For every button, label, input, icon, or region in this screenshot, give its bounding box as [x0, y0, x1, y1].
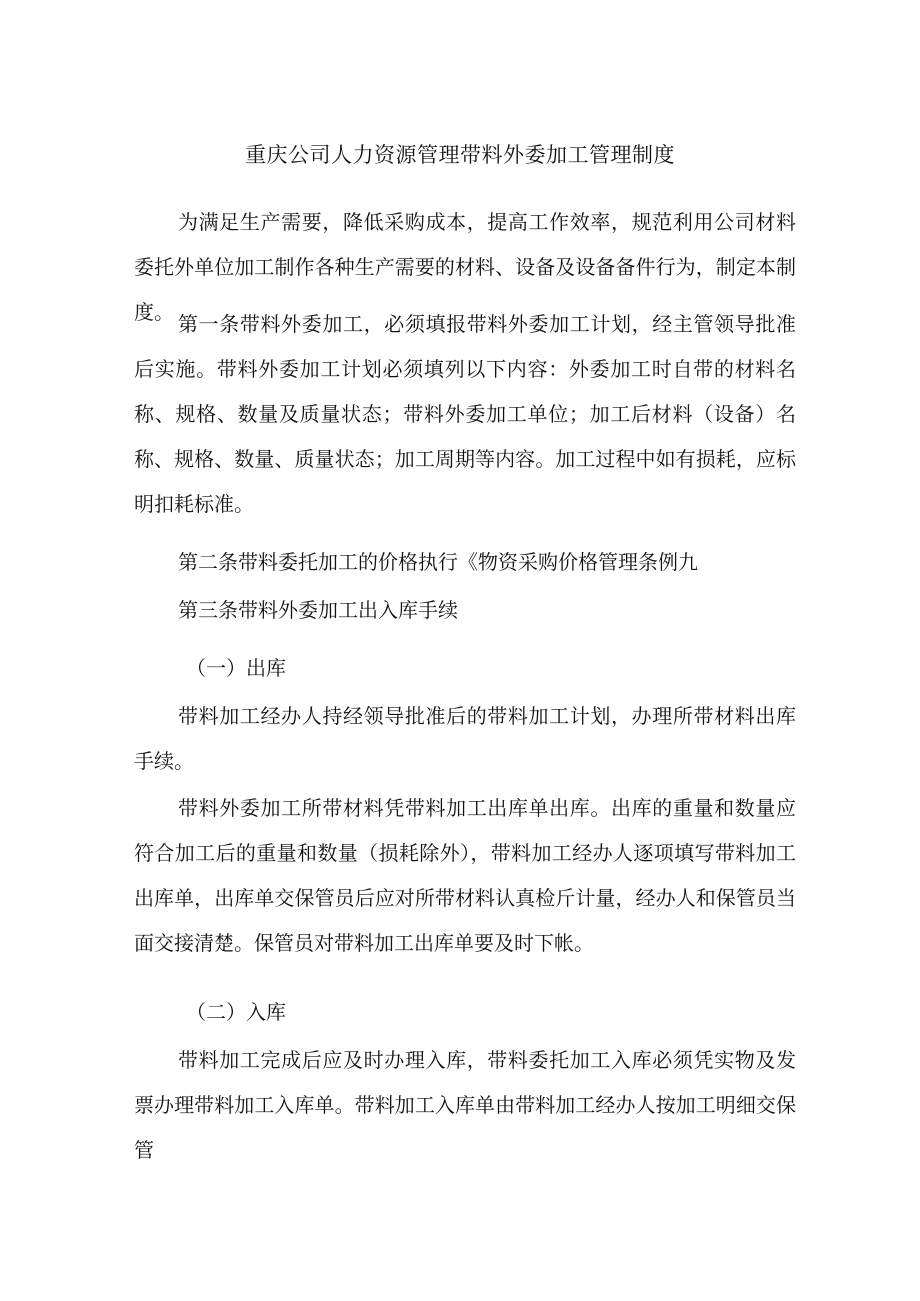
document-title: 重庆公司人力资源管理带料外委加工管理制度	[245, 143, 675, 167]
paragraph-outbound-1: 带料加工经办人持经领导批准后的带料加工计划，办理所带材料出库手续。	[134, 704, 796, 773]
paragraph-article-1: 第一条带料外委加工，必须填报带料外委加工计划，经主管领导批准后实施。带料外委加工计划必须填列以下内容：外委加工时自带的材料名称、规格、数量及质量状态；带料外委加工单位；加工后材料（设备）名称、规格、数量、质量状态；加工周期等内容。加工过程中如有损耗，应标明扣耗标准。	[134, 312, 796, 516]
paragraph-outbound-2: 带料外委加工所带材料凭带料加工出库单出库。出库的重量和数量应符合加工后的重量和数量（损耗除外），带料加工经办人逐项填写带料加工出库单，出库单交保管员后应对所带材料认真检斤计量，经办人和保管员当面交接清楚。保管员对带料加工出库单要及时下帐。	[134, 796, 796, 955]
paragraph-inbound-1: 带料加工完成后应及时办理入库，带料委托加工入库必须凭实物及发票办理带料加工入库单。带料加工入库单由带料加工经办人按加工明细交保管	[134, 1048, 796, 1162]
paragraph-article-2: 第二条带料委托加工的价格执行《物资采购价格管理条例九	[178, 550, 698, 574]
section-heading-inbound: （二）入库	[186, 1000, 286, 1024]
section-heading-outbound: （一）出库	[186, 656, 286, 680]
paragraph-article-3: 第三条带料外委加工出入库手续	[178, 598, 458, 622]
paragraph-intro: 为满足生产需要，降低采购成本，提高工作效率，规范利用公司材料委托外单位加工制作各种生产需要的材料、设备及设备备件行为，制定本制度。	[134, 210, 796, 324]
